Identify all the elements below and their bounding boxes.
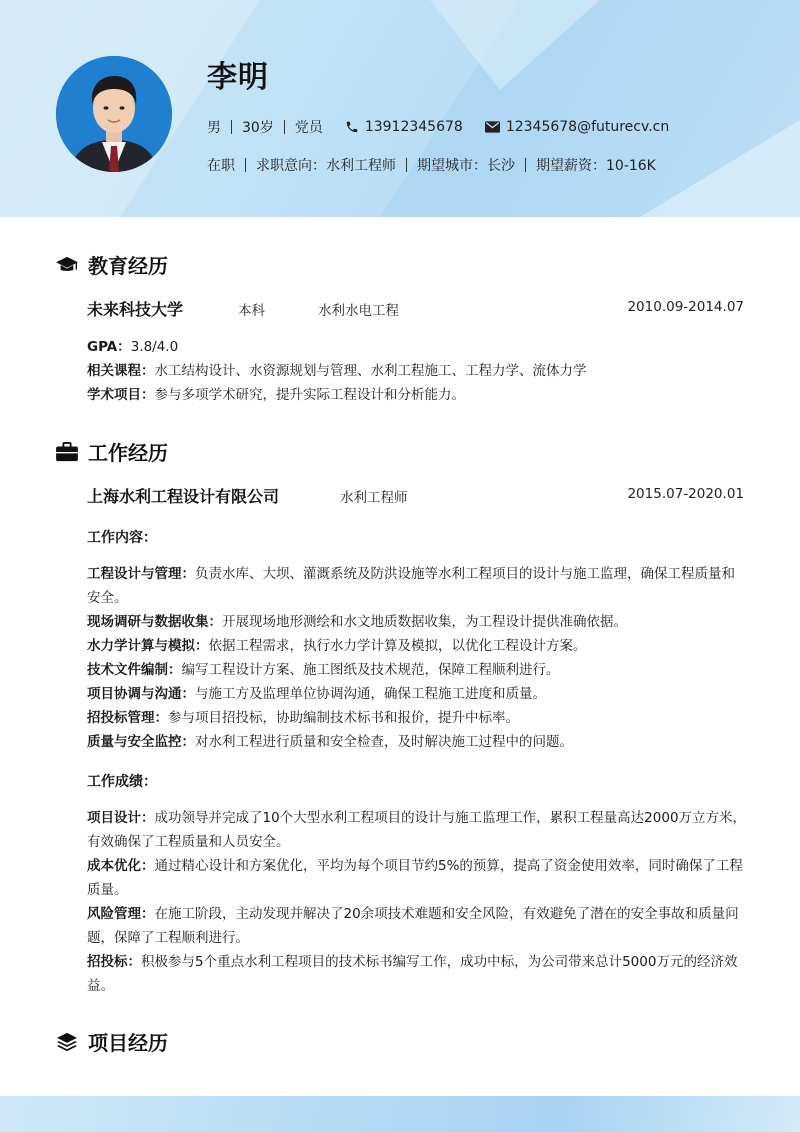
candidate-name: 李明 <box>207 60 269 95</box>
result-item <box>87 950 747 998</box>
divider <box>245 158 246 172</box>
result-label: 项目设计： <box>87 810 155 826</box>
duty-label: 现场调研与数据收集： <box>87 614 222 630</box>
result-text: 积极参与5个重点水利工程项目的技术标书编写工作，成功中标，为公司带来总计5000万元的经济效益。 <box>87 954 738 994</box>
duty-item <box>87 730 747 754</box>
profile-photo <box>56 56 172 172</box>
job-intent: 求职意向：水利工程师 <box>256 158 396 174</box>
school-name: 未来科技大学 <box>87 300 184 319</box>
duty-item <box>87 634 747 658</box>
email-address[interactable]: 12345678@futurecv.cn <box>505 119 670 135</box>
result-label: 风险管理： <box>87 906 155 922</box>
job-position: 水利工程师 <box>340 490 408 506</box>
projects-section-title <box>56 1027 168 1056</box>
duty-item <box>87 610 747 634</box>
duty-item <box>87 658 747 682</box>
gpa-line <box>87 335 747 359</box>
result-item <box>87 806 747 854</box>
header-banner <box>0 0 800 217</box>
gender: 男 <box>207 120 221 136</box>
work-date: 2015.07-2020.01 <box>627 486 744 502</box>
avatar <box>56 56 172 172</box>
courses-value: 水工结构设计、水资源规划与管理、水利工程施工、工程力学、流体力学 <box>154 363 587 379</box>
duty-label: 水力学计算与模拟： <box>87 638 209 654</box>
gpa-label: GPA： <box>87 339 131 355</box>
divider <box>231 120 232 134</box>
expected-salary: 期望薪资：10-16K <box>536 158 656 174</box>
results-title: 工作成绩： <box>87 774 157 790</box>
duty-text: 依据工程需求，执行水力学计算及模拟，以优化工程设计方案。 <box>208 638 587 654</box>
education-section-title <box>56 250 168 279</box>
basic-info-row <box>207 117 669 137</box>
projects-title-text: 项目经历 <box>88 1031 168 1055</box>
duty-text: 编写工程设计方案、施工图纸及技术规范，保障工程顺利进行。 <box>181 662 560 678</box>
result-item <box>87 902 747 950</box>
duty-text: 负责水库、大坝、灌溉系统及防洪设施等水利工程项目的设计与施工监理，确保工程质量和安全。 <box>87 566 735 606</box>
result-item <box>87 854 747 902</box>
duty-label: 工程设计与管理： <box>87 566 195 582</box>
graduation-cap-icon <box>56 255 78 275</box>
duty-item <box>87 706 747 730</box>
result-text: 在施工阶段，主动发现并解决了20余项技术难题和安全风险，有效避免了潜在的安全事故和质量问题，保障了工程顺利进行。 <box>87 906 739 946</box>
duty-text: 对水利工程进行质量和安全检查，及时解决施工过程中的问题。 <box>195 734 573 750</box>
duty-text: 与施工方及监理单位协调沟通，确保工程施工进度和质量。 <box>195 686 546 702</box>
research-value: 参与多项学术研究，提升实际工程设计和分析能力。 <box>154 387 465 403</box>
education-title-text: 教育经历 <box>88 254 168 278</box>
courses-line <box>87 359 747 383</box>
research-line <box>87 383 747 407</box>
briefcase-icon <box>56 442 78 462</box>
result-text: 成功领导并完成了10个大型水利工程项目的设计与施工监理工作，累积工程量高达2000万立方米，有效确保了工程质量和人员安全。 <box>87 810 747 850</box>
duty-item <box>87 562 747 610</box>
footer-banner <box>0 1096 800 1132</box>
expected-city: 期望城市：长沙 <box>417 158 515 174</box>
age: 30岁 <box>242 120 274 136</box>
duties-title: 工作内容： <box>87 530 157 546</box>
courses-label: 相关课程： <box>87 363 155 379</box>
duty-label: 质量与安全监控： <box>87 734 195 750</box>
duty-text: 开展现场地形测绘和水文地质数据收集，为工程设计提供准确依据。 <box>222 614 627 630</box>
duty-label: 技术文件编制： <box>87 662 182 678</box>
degree: 本科 <box>238 303 265 319</box>
result-label: 成本优化： <box>87 858 155 874</box>
job-intent-row <box>207 155 656 175</box>
education-date: 2010.09-2014.07 <box>627 299 744 315</box>
duty-item <box>87 682 747 706</box>
duty-label: 招投标管理： <box>87 710 168 726</box>
employment-status: 在职 <box>207 158 235 174</box>
research-label: 学术项目： <box>87 387 155 403</box>
phone-number[interactable]: 13912345678 <box>364 119 463 135</box>
work-section-title <box>56 437 168 466</box>
email-icon <box>485 121 500 133</box>
political-status: 党员 <box>294 120 323 136</box>
work-title-text: 工作经历 <box>88 441 168 465</box>
duty-text: 参与项目招投标，协助编制技术标书和报价，提升中标率。 <box>168 710 519 726</box>
layers-icon <box>56 1032 78 1052</box>
gpa-value: 3.8/4.0 <box>130 339 179 355</box>
company-name: 上海水利工程设计有限公司 <box>87 487 280 506</box>
major: 水利水电工程 <box>318 303 399 319</box>
result-text: 通过精心设计和方案优化，平均为每个项目节约5%的预算，提高了资金使用效率，同时确保了工程质量。 <box>87 858 743 898</box>
result-label: 招投标： <box>87 954 141 970</box>
phone-icon <box>345 120 359 134</box>
divider <box>406 158 407 172</box>
duty-label: 项目协调与沟通： <box>87 686 195 702</box>
divider <box>525 158 526 172</box>
divider <box>284 120 285 134</box>
